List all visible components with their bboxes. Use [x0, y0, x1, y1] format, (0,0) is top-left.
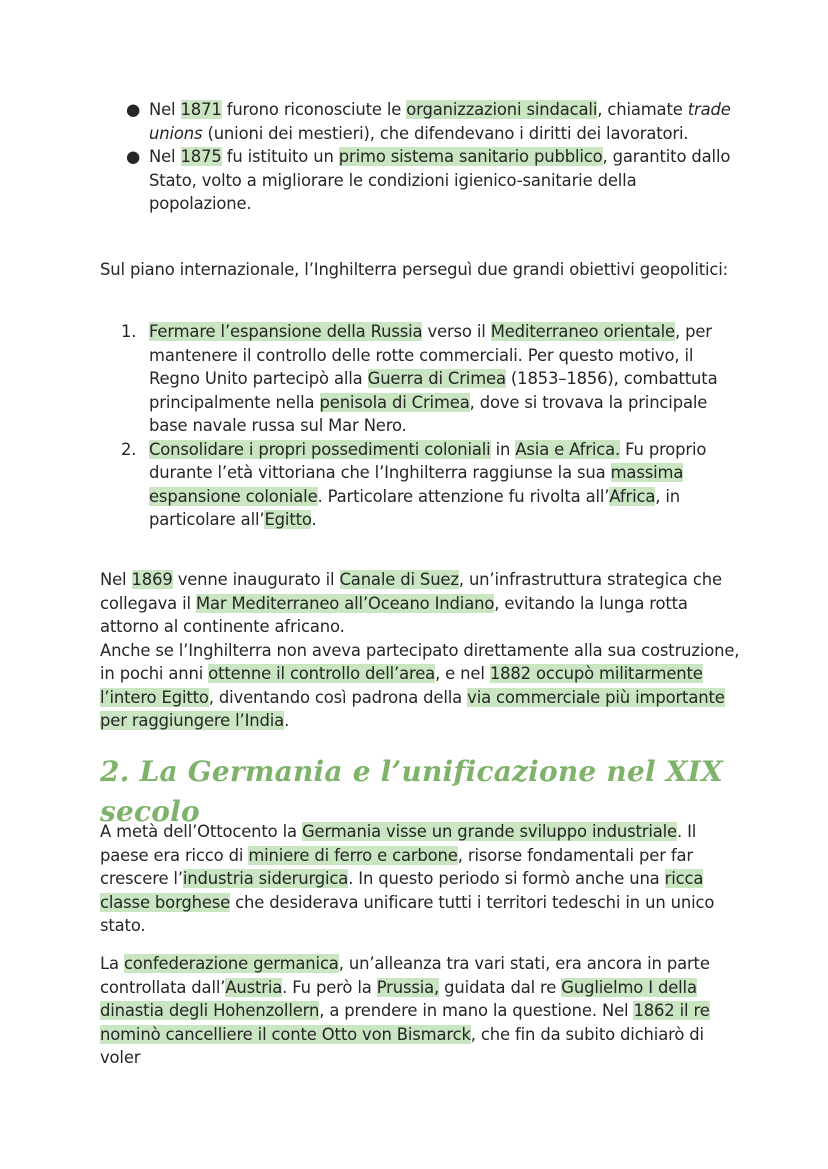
bullet-item — [100, 145, 740, 216]
text-run: . Il paese era ricco di — [100, 822, 697, 865]
item-text — [149, 322, 717, 435]
highlighted-text: Mar Mediterraneo all’Oceano Indiano — [196, 593, 495, 613]
highlighted-text: penisola di Crimea — [319, 392, 470, 412]
highlighted-text: 1875 — [180, 147, 222, 166]
highlighted-text: confederazione germanica — [123, 954, 339, 973]
highlighted-text: 1862 il re nominò cancelliere il conte Otto von Bismarck — [100, 1001, 710, 1044]
text-run: . Particolare attenzione fu rivolta all’ — [317, 486, 610, 506]
highlighted-text: organizzazioni sindacali — [406, 100, 598, 119]
text-run: , risorse fondamentali per far crescere l’ — [100, 845, 693, 888]
objectives-numbered-list — [100, 320, 740, 532]
highlighted-text: Guerra di Crimea — [367, 369, 506, 388]
reforms-bullet-list — [100, 98, 740, 216]
text-run: , un’infrastruttura strategica che collegava il — [100, 570, 722, 613]
item-number: 2. — [121, 439, 137, 459]
text-run: in — [490, 439, 516, 459]
text-run: , garantito dallo Stato, volto a migliorare le condizioni igienico-sanitarie della popolazione. — [149, 147, 731, 213]
item-text — [149, 440, 706, 530]
bullet-item — [100, 98, 740, 145]
text-run: , per mantenere il controllo delle rotte commerciali. Per questo motivo, il Regno Unito partecipò alla — [149, 322, 712, 388]
highlighted-text: ricca classe borghese — [100, 869, 704, 912]
text-run: (unioni dei mestieri), che difendevano i diritti dei lavoratori. — [202, 123, 689, 143]
text-run: , chiamate — [597, 100, 688, 119]
geopolitics-intro-paragraph — [100, 258, 740, 282]
section-heading: 2. La Germania e l’unificazione nel XIX secolo — [100, 755, 723, 828]
text-run: . — [311, 510, 317, 529]
highlighted-text: Mediterraneo orientale — [490, 322, 675, 341]
bullet-marker: ● — [126, 147, 141, 166]
numbered-item — [100, 320, 740, 438]
germany-industry-paragraph — [100, 820, 740, 938]
text-run: La — [100, 954, 124, 973]
bullet-marker: ● — [126, 100, 141, 119]
text-run: . — [284, 711, 290, 730]
bullet-text — [149, 100, 731, 143]
text-run: Nel — [100, 570, 132, 589]
text-run: . Fu però la — [282, 977, 377, 997]
text-run: , e nel — [435, 664, 490, 683]
highlighted-text: 1871 — [180, 100, 222, 119]
bullet-text — [149, 147, 730, 213]
text-run: , che fin da subito dichiarò di voler — [100, 1024, 704, 1067]
highlighted-text: ottenne il controllo dell’area — [208, 664, 436, 683]
highlighted-text: 1882 occupò militarmente l’intero Egitto — [100, 664, 703, 707]
text-run: furono riconosciute le — [221, 100, 407, 119]
highlighted-text: miniere di ferro e carbone — [248, 845, 458, 865]
text-run: Nel — [149, 147, 181, 166]
highlighted-text: Prussia, — [376, 977, 440, 997]
italic-text: trade unions — [149, 100, 731, 143]
item-number: 1. — [121, 322, 137, 341]
highlighted-text: Asia e Africa. — [515, 439, 621, 459]
highlighted-text: Germania visse un grande sviluppo industriale — [301, 822, 677, 841]
text-run: , un’alleanza tra vari stati, era ancora in parte controllata dall’ — [100, 954, 710, 997]
text-run: guidata dal re — [439, 977, 562, 997]
text-run: , diventando così padrona della — [208, 687, 468, 707]
text-run: fu istituito un — [221, 147, 339, 166]
text-run: Nel — [149, 100, 181, 119]
highlighted-text: 1869 — [131, 570, 173, 589]
text-run: Fu proprio durante l’età vittoriana che l’Inghilterra raggiunse la sua — [149, 439, 707, 482]
text-run: (1853–1856), combattuta principalmente nella — [149, 369, 718, 412]
text-run: , a prendere in mano la questione. Nel — [319, 1001, 634, 1020]
highlighted-text: via commerciale più importante per raggiungere l’India — [100, 687, 725, 730]
highlighted-text: primo sistema sanitario pubblico — [338, 147, 603, 166]
highlighted-text: Africa — [609, 486, 656, 506]
text-run: venne inaugurato il — [172, 570, 340, 589]
text-run: Anche se l’Inghilterra non aveva partecipato direttamente alla sua costruzione, in pochi anni — [100, 640, 740, 683]
highlighted-text: Canale di Suez — [339, 570, 459, 589]
highlighted-text: Egitto — [264, 510, 312, 529]
text-run: , dove si trovava la principale base navale russa sul Mar Nero. — [149, 392, 708, 435]
text-run: verso il — [422, 322, 491, 341]
highlighted-text: industria siderurgica — [182, 869, 349, 888]
suez-paragraph — [100, 568, 740, 733]
confederation-paragraph — [100, 952, 740, 1070]
text-run: A metà dell’Ottocento la — [100, 822, 302, 841]
text-run: Sul piano internazionale, l’Inghilterra perseguì due grandi obiettivi geopolitici: — [100, 260, 729, 279]
highlighted-text: Guglielmo I della dinastia degli Hohenzollern — [100, 977, 697, 1020]
text-run: che desiderava unificare tutti i territori tedeschi in un unico stato. — [100, 892, 715, 935]
highlighted-text: Fermare l’espansione della Russia — [149, 322, 423, 341]
highlighted-text: massima espansione coloniale — [149, 463, 684, 506]
text-run: . In questo periodo si formò anche una — [348, 869, 665, 888]
highlighted-text: Consolidare i propri possedimenti coloniali — [149, 439, 491, 459]
numbered-item — [100, 438, 740, 532]
text-run: , evitando la lunga rotta attorno al continente africano. — [100, 593, 688, 636]
highlighted-text: Austria — [225, 977, 283, 997]
text-run: , in particolare all’ — [149, 486, 681, 529]
